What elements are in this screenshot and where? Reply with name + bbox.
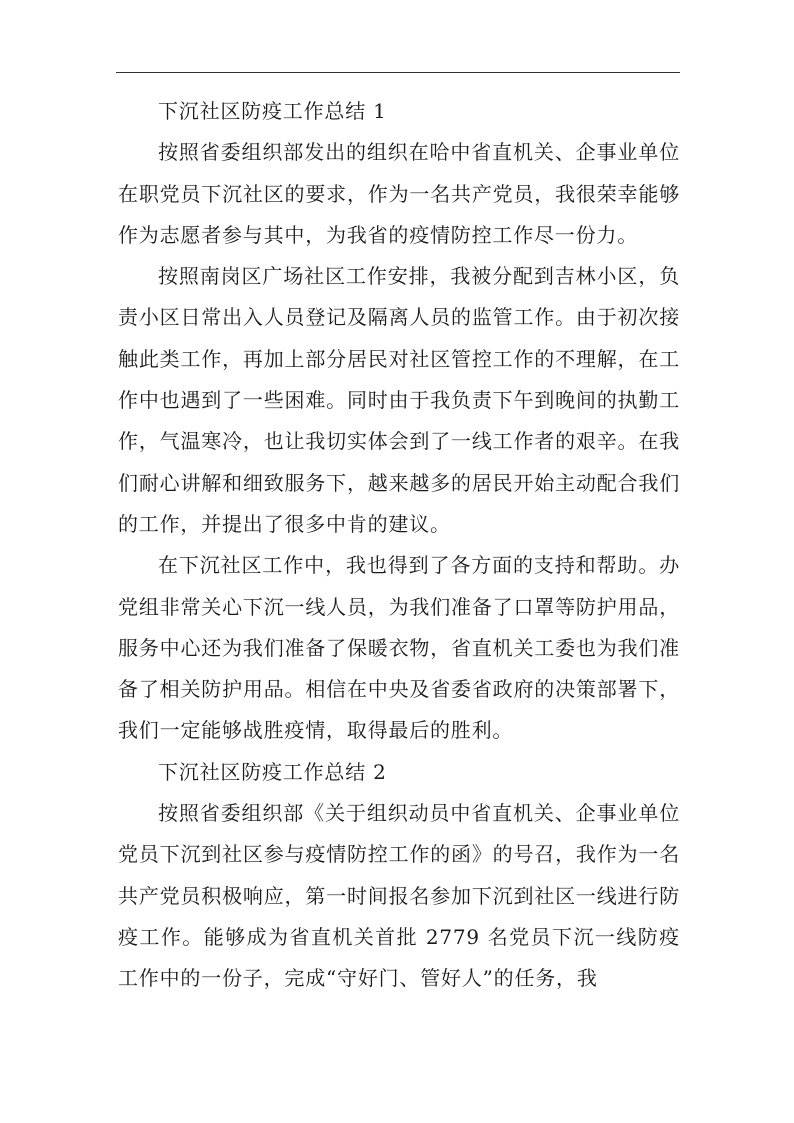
paragraph-3: 在下沉社区工作中，我也得到了各方面的支持和帮助。办党组非常关心下沉一线人员，为我们准备了口罩等防护用品，服务中心还为我们准备了保暖衣物，省直机关工委也为我们准备了相关防护用品。相信在中央及省委省政府的决策部署下，我们一定能够战胜疫情，取得最后的胜利。 (118, 553, 680, 743)
section-heading-2: 下沉社区防疫工作总结 2 (158, 759, 387, 784)
paragraph-2: 按照南岗区广场社区工作安排，我被分配到吉林小区，负责小区日常出入人员登记及隔离人员的监管工作。由于初次接触此类工作，再加上部分居民对社区管控工作的不理解，在工作中也遇到了一些困难。同时由于我负责下午到晚间的执勤工作，气温寒冷，也让我切实体会到了一线工作者的艰辛。在我们耐心讲解和细致服务下，越来越多的居民开始主动配合我们的工作，并提出了很多中肯的建议。 (118, 264, 680, 536)
paragraph-4: 按照省委组织部《关于组织动员中省直机关、企事业单位党员下沉到社区参与疫情防控工作的函》的号召，我作为一名共产党员积极响应，第一时间报名参加下沉到社区一线进行防疫工作。能够成为省直机关首批 2779 名党员下沉一线防疫工作中的一份子，完成“守好门、管好人”的任务，我 (118, 801, 680, 991)
header-rule (116, 72, 680, 73)
document-body (118, 91, 680, 1000)
section-heading-1: 下沉社区防疫工作总结 1 (158, 99, 387, 123)
paragraph-1: 按照省委组织部发出的组织在哈中省直机关、企事业单位在职党员下沉社区的要求，作为一名共产党员，我很荣幸能够作为志愿者参与其中，为我省的疫情防控工作尽一份力。 (118, 140, 680, 247)
